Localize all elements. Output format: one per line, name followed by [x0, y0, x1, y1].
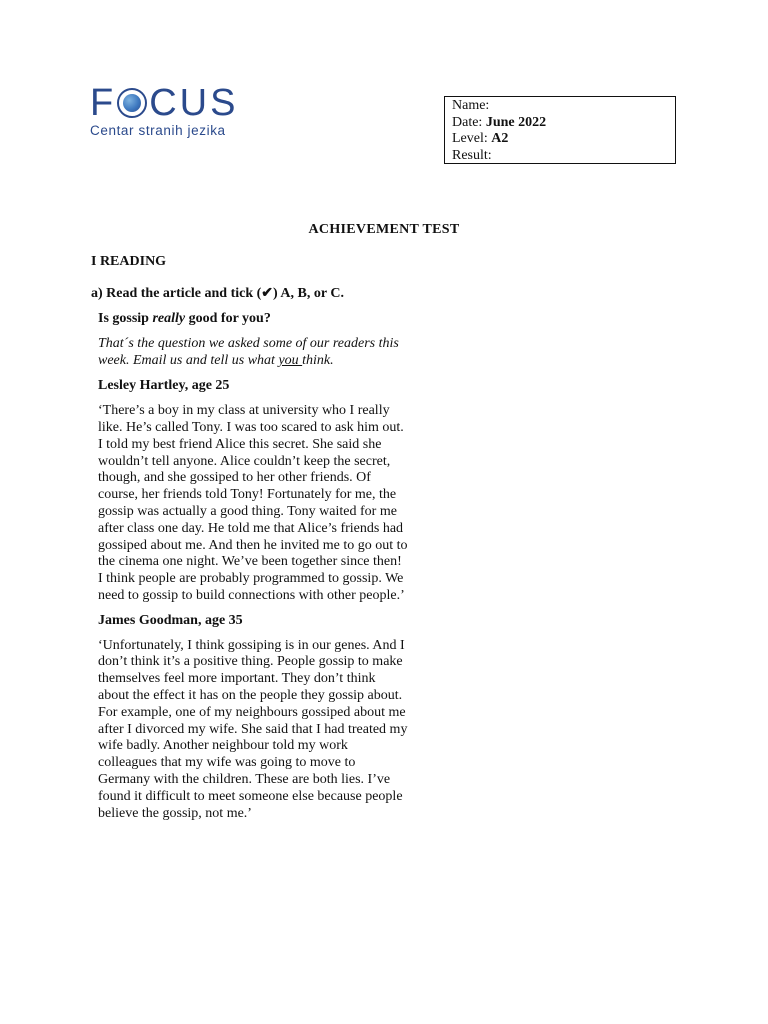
date-label: Date:: [452, 114, 483, 130]
article-intro-pre: That´s the question we asked some of our readers this week. Email us and tell us what: [98, 335, 399, 368]
level-label: Level:: [452, 131, 488, 146]
student-info-box: [444, 96, 676, 164]
page-title: ACHIEVEMENT TEST: [308, 222, 460, 237]
date-row: [452, 115, 668, 132]
person-name: Lesley Hartley, age 25: [98, 378, 230, 394]
task-instruction: a) Read the article and tick (✔) A, B, or C.: [91, 286, 344, 301]
article: [98, 311, 408, 830]
level-row: [452, 131, 668, 148]
focus-logo: [90, 84, 238, 138]
article-intro-underlined: you: [278, 352, 303, 368]
result-row: [452, 148, 668, 165]
logo-letter-f: F: [90, 82, 117, 124]
person-name: James Goodman, age 35: [98, 612, 243, 628]
article-heading-emphasis: really: [152, 311, 186, 326]
person-quote: ‘Unfortunately, I think gossiping is in our genes. And I don’t think it’s a positive thing. People gossip to make themselves feel more important. They don’t think about the effect it has on the people they gossip about. For example, one of my neighbours gossiped about me after I divorced my wife. She said that I had treated my wife badly. Another neighbour told my work colleagues that my wife was going to move to Germany with the children. These are both lies. I’ve found it difficult to meet someone else because people believe the gossip, not me.’: [98, 637, 408, 821]
article-intro: [98, 336, 408, 370]
article-heading-post: good for you?: [185, 311, 271, 326]
logo-letters-cus: CUS: [149, 82, 239, 124]
section-heading: I READING: [91, 254, 167, 269]
result-label: Result:: [452, 147, 492, 163]
name-label: Name:: [452, 98, 490, 113]
logo-subtitle: Centar stranih jezika: [90, 123, 226, 138]
article-heading: [98, 311, 408, 328]
date-value: June 2022: [485, 114, 547, 130]
person-quote: ‘There’s a boy in my class at university who I really like. He’s called Tony. I was too scared to ask him out. I told my best friend Alice this secret. She said she wouldn’t tell anyone. Alice couldn’t keep the secret, though, and she gossiped to her other friends. Of course, her friends told Tony! Fortunately for me, the gossip was actually a good thing. Tony waited for me after class one day. He told me that Alice’s friends had gossiped about me. And then he invited me to go out to the cinema one night. We’ve been together since then! I think people are probably programmed to gossip. We need to gossip to build connections with other people.’: [98, 403, 408, 603]
level-value: A2: [491, 131, 509, 146]
logo-wordmark: [90, 84, 238, 122]
name-row: [452, 98, 668, 115]
logo-globe-icon: [117, 88, 147, 118]
article-intro-post: think.: [302, 352, 334, 368]
article-heading-pre: Is gossip: [98, 311, 153, 326]
